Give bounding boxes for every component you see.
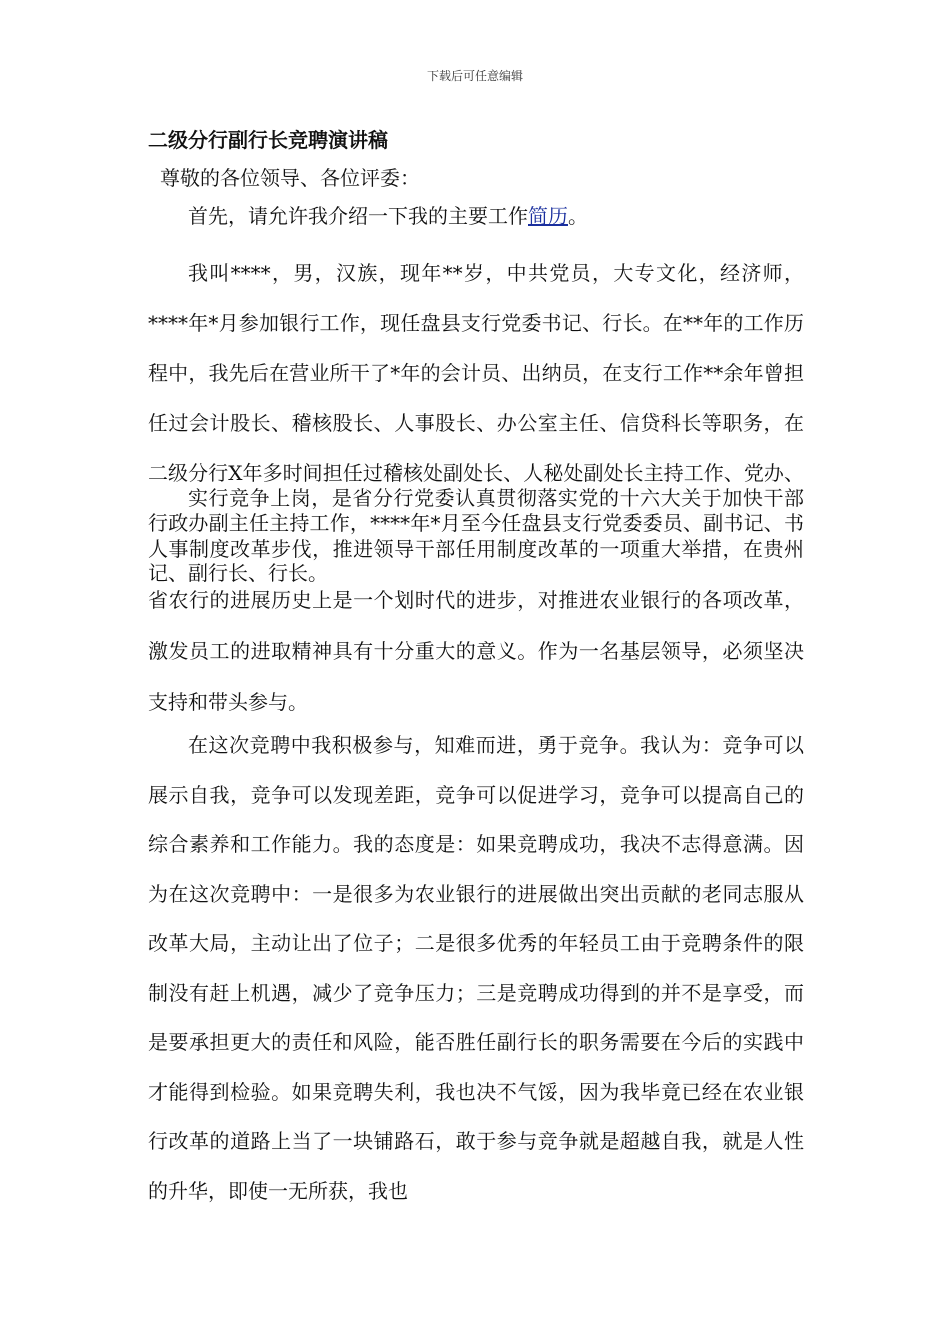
- document-title: 二级分行副行长竞聘演讲稿: [148, 128, 388, 152]
- paragraph-biography: 我叫****，男，汉族，现年**岁，中共党员，大专文化，经济师，****年*月参加银行工作，现任盘县支行党委书记、行长。在**年的工作历程中，我先后在营业所干了*年的会计员、出纳员，在支行工作**余年曾担任过会计股长、稽核股长、人事股长、办公室主任、信贷科长等职务，在二级分行X年多时间担任过稽核处副处长、人秘处副处长主持工作、党办、行政办副主任主持工作，****年*月至今任盘县支行党委委员、副书记、书记、副行长、行长。: [148, 261, 804, 585]
- resume-link[interactable]: 简历: [528, 204, 568, 228]
- intro-period: 。: [568, 204, 588, 228]
- paragraph-competition: 在这次竞聘中我积极参与，知难而进，勇于竞争。我认为：竞争可以展示自我，竞争可以发现差距，竞争可以促进学习，竞争可以提高自己的综合素养和工作能力。我的态度是：如果竞聘成功，我决不志得意满。因为在这次竞聘中：一是很多为农业银行的进展做出突出贡献的老同志服从改革大局，主动让出了位子；二是很多优秀的年轻员工由于竞聘条件的限制没有赶上机遇，减少了竞争压力；三是竞聘成功得到的并不是享受，而是要承担更大的责任和风险，能否胜任副行长的职务需要在今后的实践中才能得到检验。如果竞聘失利，我也决不气馁，因为我毕竟已经在农业银行改革的道路上当了一块铺路石，敢于参与竞争就是超越自我，就是人性的升华，即使一无所获，我也: [148, 733, 804, 1203]
- salutation: 尊敬的各位领导、各位评委：: [160, 166, 420, 190]
- paragraph-reform: 实行竞争上岗，是省分行党委认真贯彻落实党的十六大关于加快干部人事制度改革步伐，推进领导干部任用制度改革的一项重大举措，在贵州省农行的进展历史上是一个划时代的进步，对推进农业银行的各项改革，激发员工的进取精神具有十分重大的意义。作为一名基层领导，必须坚决支持和带头参与。: [148, 486, 804, 714]
- intro-text: 首先，请允许我介绍一下我的主要工作: [188, 204, 528, 228]
- header-note: 下载后可任意编辑: [426, 69, 523, 83]
- paragraph-intro: [148, 201, 804, 231]
